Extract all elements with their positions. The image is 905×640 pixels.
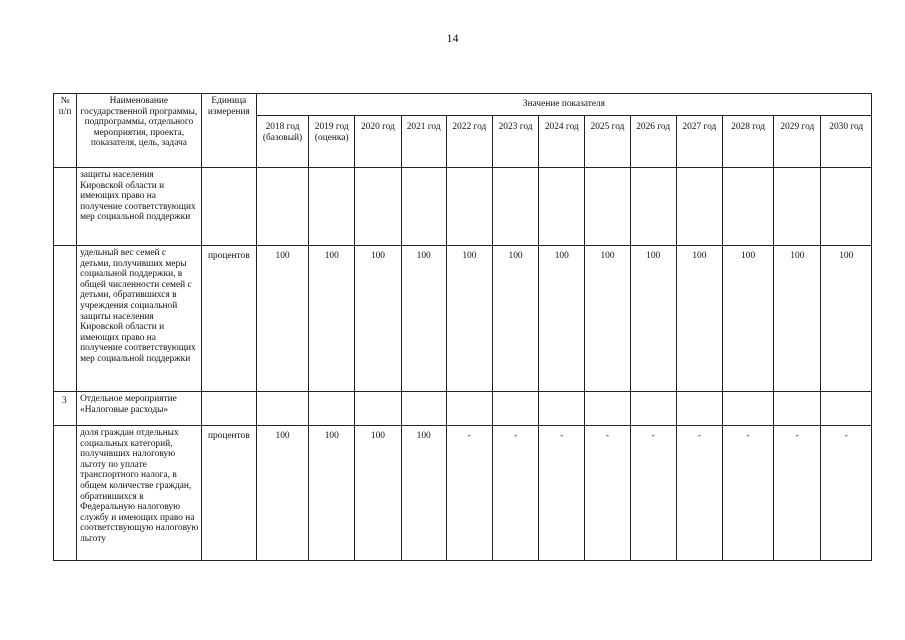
row-name: Отдельное мероприятие «Налоговые расходы» — [77, 392, 202, 426]
header-year: 2028 год — [722, 116, 773, 168]
row-value — [539, 392, 585, 426]
header-year: 2024 год — [539, 116, 585, 168]
row-number: 3 — [54, 392, 77, 426]
row-number — [54, 168, 77, 246]
header-values-title: Значение показателя — [256, 94, 871, 116]
row-value: 100 — [539, 246, 585, 392]
row-name: удельный вес семей с детьми, получивших меры социальной поддержки, в общей численности семей с детьми, обратившихся в учреждения социальной защиты населения Кировской области и имеющих право на получение соответствующих мер социальной поддержки — [77, 246, 202, 392]
header-year: 2019 год (оценка) — [309, 116, 355, 168]
header-number: № п/п — [54, 94, 77, 168]
header-year: 2029 год — [774, 116, 821, 168]
row-value: - — [585, 426, 630, 561]
header-year: 2027 год — [676, 116, 722, 168]
row-value: 100 — [585, 246, 630, 392]
row-value: 100 — [821, 246, 872, 392]
row-value — [539, 168, 585, 246]
row-value — [774, 392, 821, 426]
row-value: - — [722, 426, 773, 561]
row-value: - — [446, 426, 492, 561]
row-value — [401, 168, 446, 246]
table-row — [54, 168, 872, 246]
row-value: 100 — [309, 246, 355, 392]
row-value — [309, 168, 355, 246]
row-value — [630, 168, 676, 246]
row-value: - — [539, 426, 585, 561]
row-number — [54, 426, 77, 561]
row-value: 100 — [676, 246, 722, 392]
header-name: Наименование государственной программы, подпрограммы, отдельного мероприятия, проекта, показателя, цель, задача — [77, 94, 202, 168]
table-row — [54, 246, 872, 392]
row-value — [446, 392, 492, 426]
row-value — [401, 392, 446, 426]
row-value — [676, 392, 722, 426]
row-value: 100 — [309, 426, 355, 561]
row-value — [585, 392, 630, 426]
header-year: 2023 год — [492, 116, 538, 168]
row-value: - — [676, 426, 722, 561]
row-value — [630, 392, 676, 426]
row-unit: процентов — [201, 426, 256, 561]
header-unit: Единица измерения — [201, 94, 256, 168]
row-value: - — [492, 426, 538, 561]
row-value: 100 — [256, 246, 308, 392]
row-value: 100 — [355, 426, 401, 561]
row-value — [722, 392, 773, 426]
row-value: 100 — [492, 246, 538, 392]
row-value: 100 — [401, 426, 446, 561]
row-unit — [201, 392, 256, 426]
row-value — [774, 168, 821, 246]
row-value — [446, 168, 492, 246]
row-value — [821, 168, 872, 246]
row-value — [585, 168, 630, 246]
header-year: 2030 год — [821, 116, 872, 168]
row-value: - — [821, 426, 872, 561]
table-row — [54, 392, 872, 426]
row-value — [256, 168, 308, 246]
row-value — [821, 392, 872, 426]
row-value: - — [774, 426, 821, 561]
row-value: 100 — [401, 246, 446, 392]
row-name: доля граждан отдельных социальных категорий, получивших налоговую льготу по уплате транспортного налога, в общем количестве граждан, обратившихся в Федеральную налоговую службу и имеющих право на соответствующую налоговую льготу — [77, 426, 202, 561]
row-value: - — [630, 426, 676, 561]
row-number — [54, 246, 77, 392]
row-name: защиты населения Кировской области и имеющих право на получение соответствующих мер социальной поддержки — [77, 168, 202, 246]
row-value — [492, 392, 538, 426]
header-year: 2026 год — [630, 116, 676, 168]
row-value: 100 — [630, 246, 676, 392]
table-row — [54, 426, 872, 561]
row-value: 100 — [722, 246, 773, 392]
row-value — [355, 168, 401, 246]
header-year: 2025 год — [585, 116, 630, 168]
row-value: 100 — [355, 246, 401, 392]
row-value: 100 — [256, 426, 308, 561]
header-row-top — [54, 94, 872, 116]
row-value: 100 — [774, 246, 821, 392]
row-value — [309, 392, 355, 426]
row-value — [492, 168, 538, 246]
row-value: 100 — [446, 246, 492, 392]
row-value — [256, 392, 308, 426]
row-value — [722, 168, 773, 246]
header-year: 2022 год — [446, 116, 492, 168]
row-unit — [201, 168, 256, 246]
row-value — [676, 168, 722, 246]
page-number: 14 — [446, 31, 459, 45]
row-value — [355, 392, 401, 426]
row-unit: процентов — [201, 246, 256, 392]
header-year: 2021 год — [401, 116, 446, 168]
indicators-table — [53, 93, 872, 561]
header-year: 2020 год — [355, 116, 401, 168]
header-year: 2018 год (базовый) — [256, 116, 308, 168]
